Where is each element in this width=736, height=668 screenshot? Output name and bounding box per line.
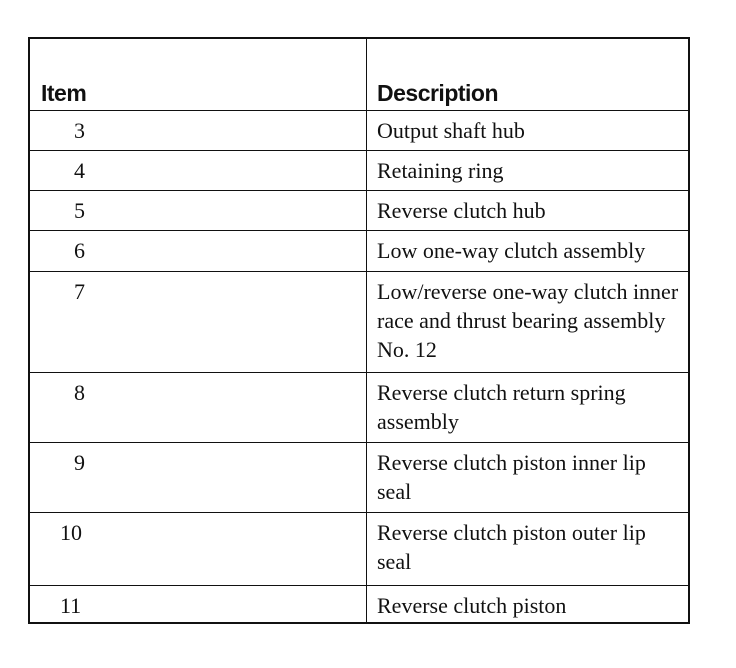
item-column-header: Item: [29, 38, 367, 111]
description-cell: Low/reverse one-way clutch inner race and thrust bearing assembly No. 12: [367, 272, 690, 373]
description-cell: Reverse clutch piston outer lip seal: [367, 513, 690, 586]
description-column-header: Description: [367, 38, 690, 111]
table-row: [29, 111, 689, 151]
table-row: [29, 231, 689, 272]
item-number-cell: 9: [29, 443, 367, 513]
header-row: [29, 38, 689, 111]
description-cell: Output shaft hub: [367, 111, 690, 151]
item-number-cell: 10: [29, 513, 367, 586]
table-row: [29, 513, 689, 586]
description-cell: Retaining ring: [367, 151, 690, 191]
table-row: [29, 586, 689, 624]
parts-table: [28, 37, 690, 624]
table-row: [29, 151, 689, 191]
item-number-cell: 5: [29, 191, 367, 231]
table-row: [29, 191, 689, 231]
table-body: [29, 111, 689, 624]
item-number-cell: 6: [29, 231, 367, 272]
description-cell: Low one-way clutch assembly: [367, 231, 690, 272]
item-number-cell: 4: [29, 151, 367, 191]
item-number-cell: 7: [29, 272, 367, 373]
table-header: [29, 38, 689, 111]
description-cell: Reverse clutch piston: [367, 586, 690, 624]
table-row: [29, 272, 689, 373]
item-number-cell: 3: [29, 111, 367, 151]
description-cell: Reverse clutch return spring assembly: [367, 373, 690, 443]
description-cell: Reverse clutch piston inner lip seal: [367, 443, 690, 513]
item-number-cell: 11: [29, 586, 367, 624]
item-number-cell: 8: [29, 373, 367, 443]
description-cell: Reverse clutch hub: [367, 191, 690, 231]
table-row: [29, 443, 689, 513]
table-row: [29, 373, 689, 443]
